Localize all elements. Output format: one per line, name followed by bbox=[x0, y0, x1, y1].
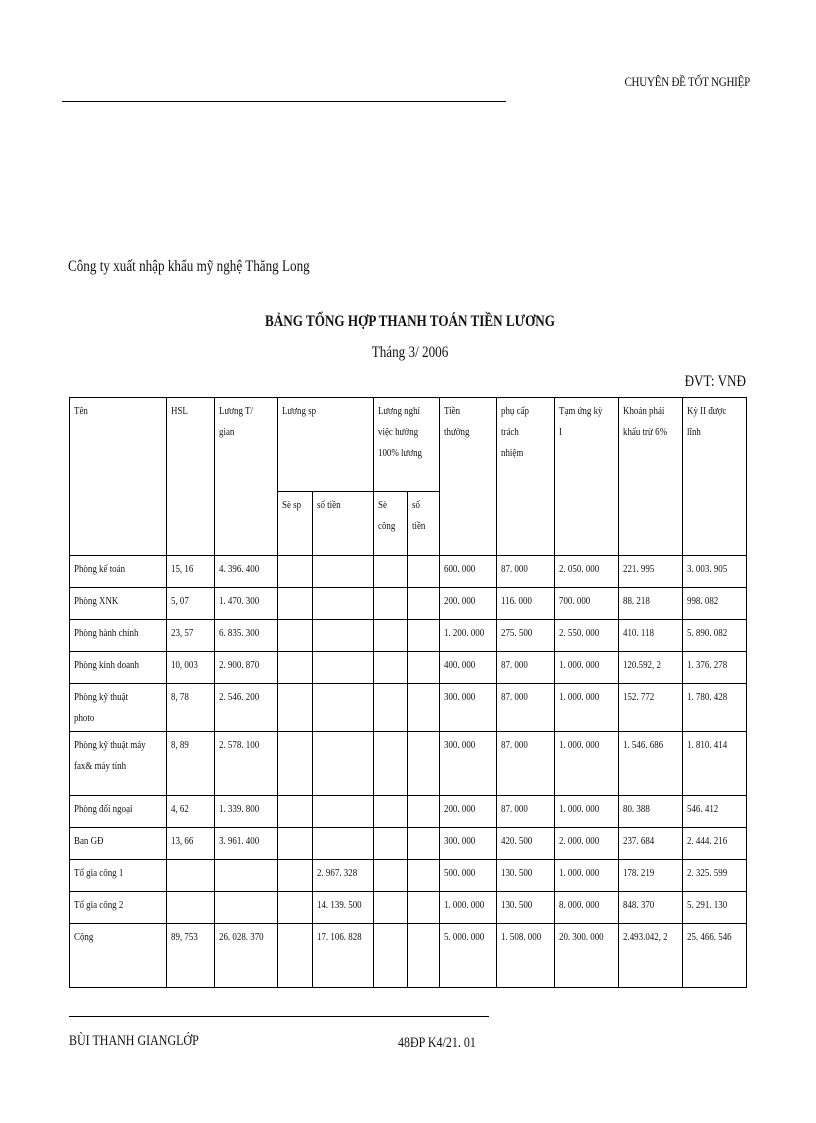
cell-ten: Tổ gia công 2 bbox=[70, 892, 167, 924]
cell-nghi-cong bbox=[374, 620, 408, 652]
cell-ky-ii: 3. 003. 905 bbox=[683, 556, 747, 588]
cell-nghi-tien bbox=[408, 620, 440, 652]
cell-khau-tru: 120.592, 2 bbox=[619, 652, 683, 684]
cell-hsl bbox=[167, 892, 215, 924]
cell-sp-so bbox=[278, 732, 313, 796]
table-row bbox=[70, 892, 747, 924]
cell-sp-tien bbox=[313, 796, 374, 828]
cell-sp-tien bbox=[313, 652, 374, 684]
table-row bbox=[70, 732, 747, 796]
header-luong-nghi: Lương nghỉ việc hưởng 100% lương bbox=[374, 398, 440, 492]
cell-tam-ung: 20. 300. 000 bbox=[555, 924, 619, 988]
table-row bbox=[70, 684, 747, 732]
cell-thuong: 300. 000 bbox=[440, 732, 497, 796]
cell-ten: Tổ gia công 1 bbox=[70, 860, 167, 892]
cell-phu-cap: 130. 500 bbox=[497, 860, 555, 892]
cell-khau-tru: 1. 546. 686 bbox=[619, 732, 683, 796]
cell-ten: Phòng kỹ thuật máy fax& máy tính bbox=[70, 732, 167, 796]
cell-tam-ung: 8. 000. 000 bbox=[555, 892, 619, 924]
header-title: CHUYÊN ĐỀ TỐT NGHIỆP bbox=[624, 74, 750, 89]
cell-nghi-tien bbox=[408, 828, 440, 860]
table-row bbox=[70, 620, 747, 652]
cell-thuong: 1. 200. 000 bbox=[440, 620, 497, 652]
cell-sp-so bbox=[278, 684, 313, 732]
cell-khau-tru: 848. 370 bbox=[619, 892, 683, 924]
cell-khau-tru: 221. 995 bbox=[619, 556, 683, 588]
cell-luong-tg: 2. 546. 200 bbox=[215, 684, 278, 732]
cell-hsl: 8, 78 bbox=[167, 684, 215, 732]
cell-thuong: 400. 000 bbox=[440, 652, 497, 684]
cell-sp-so bbox=[278, 796, 313, 828]
cell-ky-ii: 5. 291. 130 bbox=[683, 892, 747, 924]
cell-tam-ung: 700. 000 bbox=[555, 588, 619, 620]
cell-nghi-cong bbox=[374, 732, 408, 796]
header-ky-ii: Kỳ II được lĩnh bbox=[683, 398, 747, 556]
table-row bbox=[70, 796, 747, 828]
cell-tam-ung: 1. 000. 000 bbox=[555, 684, 619, 732]
cell-sp-so bbox=[278, 652, 313, 684]
cell-ky-ii: 1. 810. 414 bbox=[683, 732, 747, 796]
cell-tam-ung: 2. 550. 000 bbox=[555, 620, 619, 652]
footer-class: 48ĐP K4/21. 01 bbox=[398, 1035, 476, 1051]
cell-ten: Phòng đối ngoại bbox=[70, 796, 167, 828]
cell-tam-ung: 1. 000. 000 bbox=[555, 860, 619, 892]
header-khoan-phai: Khoản phải khấu trừ 6% bbox=[619, 398, 683, 556]
cell-luong-tg: 1. 470. 300 bbox=[215, 588, 278, 620]
table-row bbox=[70, 828, 747, 860]
header-row-1 bbox=[70, 398, 747, 492]
cell-ky-ii: 546. 412 bbox=[683, 796, 747, 828]
header-ten: Tên bbox=[70, 398, 167, 556]
cell-thuong: 1. 000. 000 bbox=[440, 892, 497, 924]
cell-sp-so bbox=[278, 924, 313, 988]
cell-nghi-cong bbox=[374, 588, 408, 620]
cell-nghi-tien bbox=[408, 684, 440, 732]
document-month: Tháng 3/ 2006 bbox=[371, 344, 449, 361]
cell-thuong: 200. 000 bbox=[440, 796, 497, 828]
cell-nghi-cong bbox=[374, 556, 408, 588]
cell-hsl: 10, 003 bbox=[167, 652, 215, 684]
cell-sp-tien bbox=[313, 684, 374, 732]
cell-sp-so bbox=[278, 860, 313, 892]
cell-luong-tg: 1. 339. 800 bbox=[215, 796, 278, 828]
cell-hsl: 89, 753 bbox=[167, 924, 215, 988]
cell-ky-ii: 2. 325. 599 bbox=[683, 860, 747, 892]
table-row bbox=[70, 860, 747, 892]
cell-luong-tg bbox=[215, 860, 278, 892]
cell-luong-tg: 4. 396. 400 bbox=[215, 556, 278, 588]
cell-luong-tg: 6. 835. 300 bbox=[215, 620, 278, 652]
cell-ky-ii: 998. 082 bbox=[683, 588, 747, 620]
cell-ky-ii: 5. 890. 082 bbox=[683, 620, 747, 652]
cell-sp-so bbox=[278, 828, 313, 860]
cell-ten: Phòng XNK bbox=[70, 588, 167, 620]
header-tam-ung: Tạm ứng kỳ I bbox=[555, 398, 619, 556]
cell-ten: Phòng kế toán bbox=[70, 556, 167, 588]
cell-luong-tg: 26. 028. 370 bbox=[215, 924, 278, 988]
cell-hsl: 8, 89 bbox=[167, 732, 215, 796]
cell-hsl: 15, 16 bbox=[167, 556, 215, 588]
cell-ten: Phòng hành chính bbox=[70, 620, 167, 652]
cell-thuong: 600. 000 bbox=[440, 556, 497, 588]
cell-tam-ung: 1. 000. 000 bbox=[555, 796, 619, 828]
cell-sp-tien: 17. 106. 828 bbox=[313, 924, 374, 988]
header-phu-cap: phụ cấp trách nhiệm bbox=[497, 398, 555, 556]
table-row bbox=[70, 556, 747, 588]
cell-luong-tg bbox=[215, 892, 278, 924]
cell-sp-so bbox=[278, 556, 313, 588]
cell-phu-cap: 87. 000 bbox=[497, 652, 555, 684]
table-row bbox=[70, 924, 747, 988]
cell-nghi-tien bbox=[408, 732, 440, 796]
cell-nghi-cong bbox=[374, 892, 408, 924]
cell-ky-ii: 25. 466. 546 bbox=[683, 924, 747, 988]
cell-nghi-cong bbox=[374, 796, 408, 828]
cell-sp-so bbox=[278, 588, 313, 620]
cell-ten: Phòng kinh doanh bbox=[70, 652, 167, 684]
cell-phu-cap: 87. 000 bbox=[497, 796, 555, 828]
cell-ky-ii: 2. 444. 216 bbox=[683, 828, 747, 860]
cell-hsl: 4, 62 bbox=[167, 796, 215, 828]
table-row bbox=[70, 652, 747, 684]
cell-thuong: 300. 000 bbox=[440, 684, 497, 732]
cell-nghi-tien bbox=[408, 652, 440, 684]
cell-luong-tg: 2. 900. 870 bbox=[215, 652, 278, 684]
cell-phu-cap: 420. 500 bbox=[497, 828, 555, 860]
cell-luong-tg: 2. 578. 100 bbox=[215, 732, 278, 796]
cell-tam-ung: 1. 000. 000 bbox=[555, 652, 619, 684]
header-tien-thuong: Tiền thưởng bbox=[440, 398, 497, 556]
cell-khau-tru: 88. 218 bbox=[619, 588, 683, 620]
cell-khau-tru: 2.493.042, 2 bbox=[619, 924, 683, 988]
cell-nghi-cong bbox=[374, 860, 408, 892]
cell-nghi-cong bbox=[374, 924, 408, 988]
cell-ky-ii: 1. 780. 428 bbox=[683, 684, 747, 732]
cell-sp-tien bbox=[313, 620, 374, 652]
header-luong-tg: Lương T/ gian bbox=[215, 398, 278, 556]
cell-nghi-cong bbox=[374, 684, 408, 732]
cell-nghi-tien bbox=[408, 892, 440, 924]
cell-sp-tien bbox=[313, 732, 374, 796]
cell-nghi-tien bbox=[408, 860, 440, 892]
cell-hsl: 5, 07 bbox=[167, 588, 215, 620]
cell-phu-cap: 1. 508. 000 bbox=[497, 924, 555, 988]
table-row bbox=[70, 588, 747, 620]
cell-nghi-tien bbox=[408, 796, 440, 828]
cell-nghi-tien bbox=[408, 588, 440, 620]
header-so-sp: Sè sp bbox=[278, 492, 313, 556]
cell-ten: Phòng kỹ thuật photo bbox=[70, 684, 167, 732]
cell-ten: Ban GĐ bbox=[70, 828, 167, 860]
cell-tam-ung: 1. 000. 000 bbox=[555, 732, 619, 796]
cell-thuong: 500. 000 bbox=[440, 860, 497, 892]
header-so-cong: Sè công bbox=[374, 492, 408, 556]
cell-tam-ung: 2. 000. 000 bbox=[555, 828, 619, 860]
cell-phu-cap: 87. 000 bbox=[497, 556, 555, 588]
cell-sp-so bbox=[278, 620, 313, 652]
cell-ky-ii: 1. 376. 278 bbox=[683, 652, 747, 684]
cell-sp-tien bbox=[313, 556, 374, 588]
cell-thuong: 200. 000 bbox=[440, 588, 497, 620]
cell-thuong: 5. 000. 000 bbox=[440, 924, 497, 988]
cell-phu-cap: 116. 000 bbox=[497, 588, 555, 620]
currency-unit: ĐVT: VNĐ bbox=[684, 373, 746, 390]
cell-hsl: 23, 57 bbox=[167, 620, 215, 652]
cell-phu-cap: 130. 500 bbox=[497, 892, 555, 924]
cell-luong-tg: 3. 961. 400 bbox=[215, 828, 278, 860]
header-so-tien-2: số tiền bbox=[408, 492, 440, 556]
header-luong-sp: Lương sp bbox=[278, 398, 374, 492]
cell-nghi-cong bbox=[374, 828, 408, 860]
header-so-tien: số tiền bbox=[313, 492, 374, 556]
company-name: Công ty xuất nhập khẩu mỹ nghệ Thăng Long bbox=[68, 258, 310, 275]
cell-phu-cap: 87. 000 bbox=[497, 732, 555, 796]
cell-sp-tien: 2. 967. 328 bbox=[313, 860, 374, 892]
cell-nghi-tien bbox=[408, 924, 440, 988]
cell-thuong: 300. 000 bbox=[440, 828, 497, 860]
cell-sp-tien: 14. 139. 500 bbox=[313, 892, 374, 924]
cell-sp-tien bbox=[313, 828, 374, 860]
cell-tam-ung: 2. 050. 000 bbox=[555, 556, 619, 588]
payroll-table bbox=[69, 397, 747, 988]
cell-phu-cap: 275. 500 bbox=[497, 620, 555, 652]
cell-nghi-tien bbox=[408, 556, 440, 588]
cell-sp-so bbox=[278, 892, 313, 924]
cell-khau-tru: 178. 219 bbox=[619, 860, 683, 892]
cell-khau-tru: 237. 684 bbox=[619, 828, 683, 860]
header-divider bbox=[62, 101, 506, 102]
cell-hsl bbox=[167, 860, 215, 892]
cell-hsl: 13, 66 bbox=[167, 828, 215, 860]
cell-sp-tien bbox=[313, 588, 374, 620]
cell-phu-cap: 87. 000 bbox=[497, 684, 555, 732]
footer-author: BÙI THANH GIANGLỚP bbox=[69, 1033, 199, 1049]
document-title: BẢNG TỔNG HỢP THANH TOÁN TIỀN LƯƠNG bbox=[265, 313, 555, 330]
cell-ten: Cộng bbox=[70, 924, 167, 988]
cell-khau-tru: 410. 118 bbox=[619, 620, 683, 652]
cell-khau-tru: 152. 772 bbox=[619, 684, 683, 732]
header-hsl: HSL bbox=[167, 398, 215, 556]
cell-nghi-cong bbox=[374, 652, 408, 684]
footer-divider bbox=[69, 1016, 489, 1017]
cell-khau-tru: 80. 388 bbox=[619, 796, 683, 828]
